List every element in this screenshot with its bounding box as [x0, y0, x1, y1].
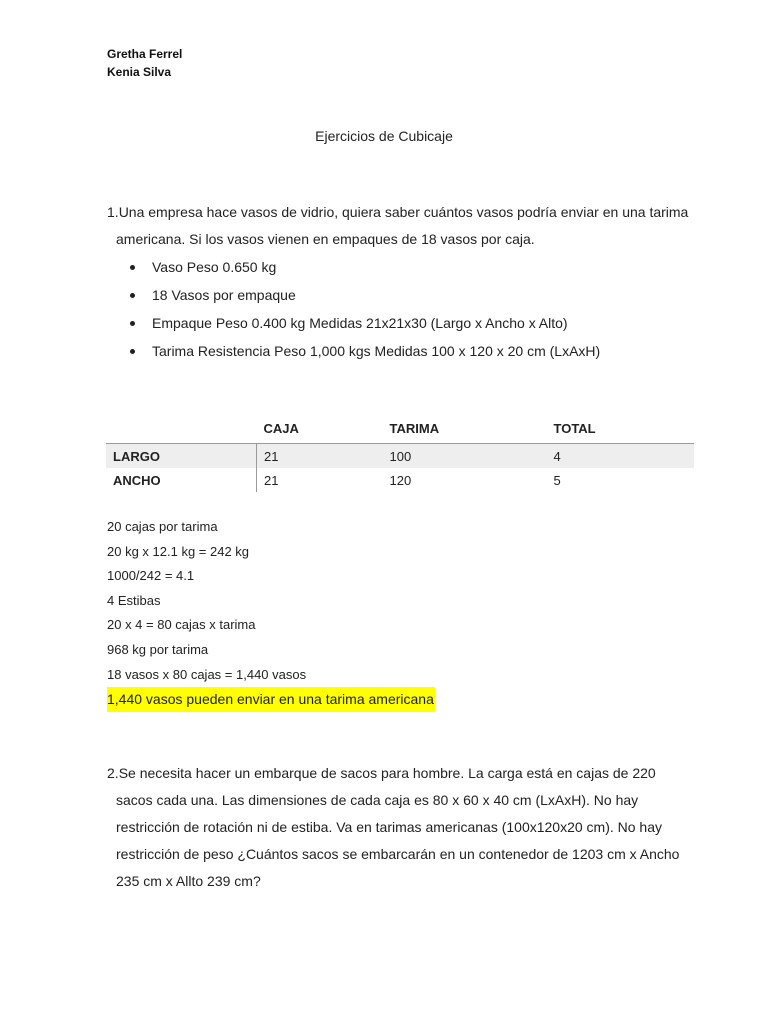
calc-line: 4 Estibas	[107, 592, 161, 608]
table-header-cell: CAJA	[263, 420, 299, 436]
bullet-icon	[130, 265, 135, 270]
table-cell: 4	[547, 444, 695, 469]
bullet-text: 18 Vasos por empaque	[152, 287, 296, 303]
question-2-body: Se necesita hacer un embarque de sacos para hombre. La carga está en cajas de 220 sacos cada una. Las dimensiones de cada caja es 80 x 60 x 40 cm (LxAxH). No hay restricción de rotación ni de estiba. Va en tarimas americanas (100x120x20 cm). No hay restricción de peso ¿Cuántos sacos se embarcarán en un contenedor de 1203 cm x Ancho 235 cm x Allto 239 cm?	[116, 765, 680, 889]
calc-line: 20 cajas por tarima	[107, 519, 218, 534]
question-1-number: 1.	[107, 204, 119, 220]
calc-line: 20 x 4 = 80 cajas x tarima	[107, 617, 256, 633]
table-header-cell: TARIMA	[389, 420, 440, 436]
question-1-body: Una empresa hace vasos de vidrio, quiera saber cuántos vasos podría enviar en una tarima americana. Si los vasos vienen en empaques de 18 vasos por caja.	[116, 204, 689, 247]
table-header-row	[106, 415, 694, 444]
bullet-item	[128, 281, 600, 309]
bullet-item	[128, 309, 600, 337]
calc-line: 20 kg x 12.1 kg = 242 kg	[107, 543, 250, 559]
calc-line: 1000/242 = 4.1	[107, 568, 195, 584]
question-2-number: 2.	[107, 765, 119, 781]
bullet-text: Vaso Peso 0.650 kg	[152, 259, 277, 275]
question-2-text	[92, 760, 692, 895]
table-header-cell: TOTAL	[553, 420, 596, 436]
bullet-text: Empaque Peso 0.400 kg Medidas 21x21x30 (Largo x Ancho x Alto)	[152, 315, 568, 331]
bullet-item	[128, 253, 600, 281]
author-name: Gretha Ferrel	[107, 47, 183, 61]
bullet-text: Tarima Resistencia Peso 1,000 kgs Medidas 100 x 120 x 20 cm (LxAxH)	[152, 343, 601, 359]
calc-line: 18 vasos x 80 cajas = 1,440 vasos	[107, 666, 307, 682]
bullet-item	[128, 337, 600, 365]
table-cell: 100	[383, 444, 547, 469]
table-row-label: ANCHO	[106, 468, 257, 492]
table-row	[106, 444, 694, 469]
author-name: Kenia Silva	[107, 65, 172, 79]
authors-block	[107, 45, 182, 81]
table-cell: 21	[257, 444, 383, 469]
document-title: Ejercicios de Cubicaje	[315, 128, 453, 144]
question-1-bullets	[128, 253, 600, 365]
calc-line: 968 kg por tarima	[107, 641, 209, 657]
highlighted-answer: 1,440 vasos pueden enviar en una tarima americana	[107, 687, 435, 712]
question-1	[92, 199, 692, 253]
bullet-icon	[130, 293, 135, 298]
bullet-icon	[130, 321, 135, 326]
table-cell: 120	[389, 472, 412, 488]
cubicaje-table	[106, 415, 694, 492]
table-row	[106, 468, 694, 492]
question-1-text	[92, 199, 692, 253]
table-cell: 5	[553, 472, 561, 488]
table-cell: 21	[264, 472, 279, 488]
calculations-block	[107, 515, 435, 713]
table-header-cell	[106, 415, 257, 444]
question-2	[92, 760, 692, 895]
bullet-icon	[130, 349, 135, 354]
table-row-label: LARGO	[106, 444, 257, 469]
